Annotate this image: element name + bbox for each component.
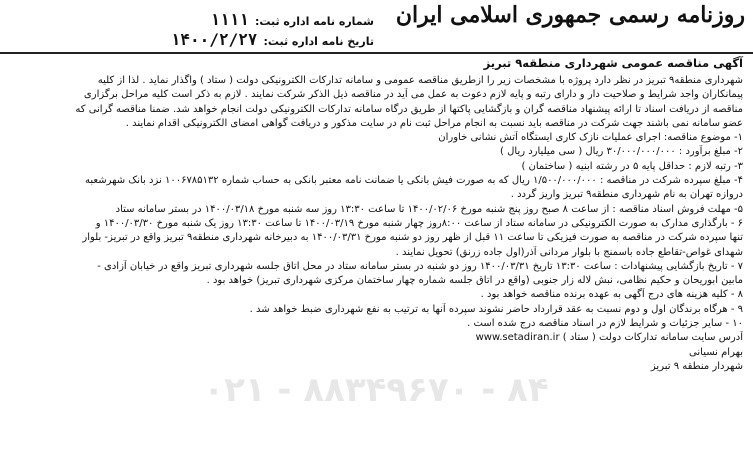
registration-number-row	[14, 10, 374, 30]
ad-line: ۱۰ - سایر جزئیات و شرایط لازم در اسناد مناقصه درج شده است .	[467, 318, 743, 330]
ad-body	[8, 74, 743, 374]
ad-signatory-name: بهرام نسیانی	[689, 346, 743, 358]
registration-date-value: ۱۴۰۰/۲/۲۷	[170, 30, 258, 49]
registration-number-value: ۱۱۱۱	[210, 10, 249, 29]
ad-line: آدرس سایت سامانه تدارکات دولت ( ستاد ) www.setadiran.ir	[475, 332, 743, 344]
ad-title: آگهی مناقصه عمومی شهرداری منطقه۹ تبریز	[483, 56, 743, 70]
ad-line: ۶ - بارگذاری مدارک به صورت الکترونیکی در سامانه ستاد از ساعت ۸:۰۰روز چهار شنبه مورخ ۱۴۰۰/۰۳/۱۹ تا ساعت ۱۳:۳۰ روز یک شنبه مورخ ۱۴۰۰/۰۳/۳۰ و	[95, 217, 743, 229]
ad-line: پیمانکاران واجد شرایط و صلاحیت دار و دارای رتبه و پایه لازم دعوت به عمل می آید در مناقصه ذیل الذکر شرکت نمایند . لازم به ذکر است کلیه مراحل برگزاری	[83, 89, 743, 101]
registration-date-label: تاریخ نامه اداره ثبت:	[263, 35, 374, 48]
ad-line: ۱- موضوع مناقصه: اجرای عملیات نازک کاری ایستگاه آتش نشانی خاوران	[438, 132, 743, 144]
ad-line: ۸ - کلیه هزینه های درج آگهی به عهده برنده مناقصه خواهد بود .	[480, 289, 743, 301]
ad-line: مناقصه از دریافت اسناد تا ارائه پیشنهاد مناقصه گران و بازگشایی پاکتها از طریق درگاه سامانه تدارکات الکترونیکی دولت انجام خواهد شد. ضمنا مناقصه گرانی که	[75, 103, 743, 115]
ad-line: شهدای غواص-تقاطع جاده باسمنج با بلوار مردانی آذر(اول جاده زرنق) تحویل نمایند .	[395, 246, 743, 258]
ad-line: تنها سپرده شرکت در مناقصه به صورت فیزیکی تا ساعت ۱۱ قبل از ظهر روز دو شنبه مورخ ۱۴۰۰/۰۳/۳۱ به دبیرخانه شهرداری منطقه۹ تبریز واقع در تبریز- بلوار	[82, 232, 743, 244]
ad-line: ۲- مبلغ برآورد : ۳۰/۰۰۰/۰۰۰/۰۰۰ ریال ( سی میلیارد ریال )	[500, 146, 743, 158]
registration-meta	[14, 10, 374, 50]
registration-date-row	[14, 30, 374, 50]
gazette-title: روزنامه رسمی جمهوری اسلامی ایران	[395, 2, 745, 28]
ad-line: ۷ - تاریخ بازگشایی پیشنهادات : ساعت ۱۳:۳۰ تاریخ ۱۴۰۰/۰۳/۳۱ روز دو شنبه در بستر سامانه ستاد در محل اتاق جلسه شهرداری تبریز واقع در خیابان آزادی -	[97, 260, 743, 272]
ad-signatory-title: شهردار منطقه ۹ تبریز	[650, 360, 743, 372]
ad-line: عضو سامانه نمی باشند جهت شرکت در مناقصه باید نسبت به انجام مراحل ثبت نام در سایت مذکور و دریافت گواهی امضای الکترونیکی اقدام نمایند .	[125, 117, 743, 129]
registration-number-label: شماره نامه اداره ثبت:	[254, 15, 374, 28]
ad-line: ۴- مبلغ سپرده شرکت در مناقصه : ۱/۵۰۰/۰۰۰/۰۰۰ ریال که به صورت فیش بانکی یا ضمانت نامه معتبر بانکی به حساب شماره ۱۰۰۶۷۸۵۱۳۲ نزد بانک شهرشعبه	[85, 175, 743, 187]
header-divider	[0, 52, 753, 54]
ad-line: دروازه تهران به نام شهرداری منطقه۹ تبریز واریز گردد .	[510, 189, 743, 201]
ad-line: مابین ابوریحان و حکیم نظامی، نبش لاله زار جنوبی (واقع در اتاق جلسه شماره چهار ساختمان مرکزی شهرداری تبریز) خواهد بود .	[206, 275, 743, 287]
ad-line: ۵- مهلت فروش اسناد مناقصه : از ساعت ۸ صبح روز پنج شنبه مورخ ۱۴۰۰/۰۲/۰۶ تا ساعت ۱۳:۳۰ روز سه شنبه مورخ ۱۴۰۰/۰۳/۱۸ در بستر سامانه ستاد	[115, 203, 743, 215]
ad-line: شهرداری منطقه۹ تبریز در نظر دارد پروژه با مشخصات زیر را ازطریق مناقصه عمومی و سامانه تدارکات الکترونیکی دولت ( ستاد ) واگذار نماید . لذا از کلیه	[97, 75, 743, 86]
ad-line: ۹ - هرگاه برندگان اول و دوم نسبت به عقد قرارداد حاضر نشوند سپرده آنها به ترتیب به نفع شهرداری ضبط خواهد شد .	[249, 303, 743, 315]
phone-watermark: ۰۲۱ - ۸۸۳۴۹۶۷۰ - ۸۴	[203, 370, 549, 410]
ad-line: ۳- رتبه لازم : حداقل پایه ۵ در رشته ابنیه ( ساختمان )	[521, 160, 743, 172]
